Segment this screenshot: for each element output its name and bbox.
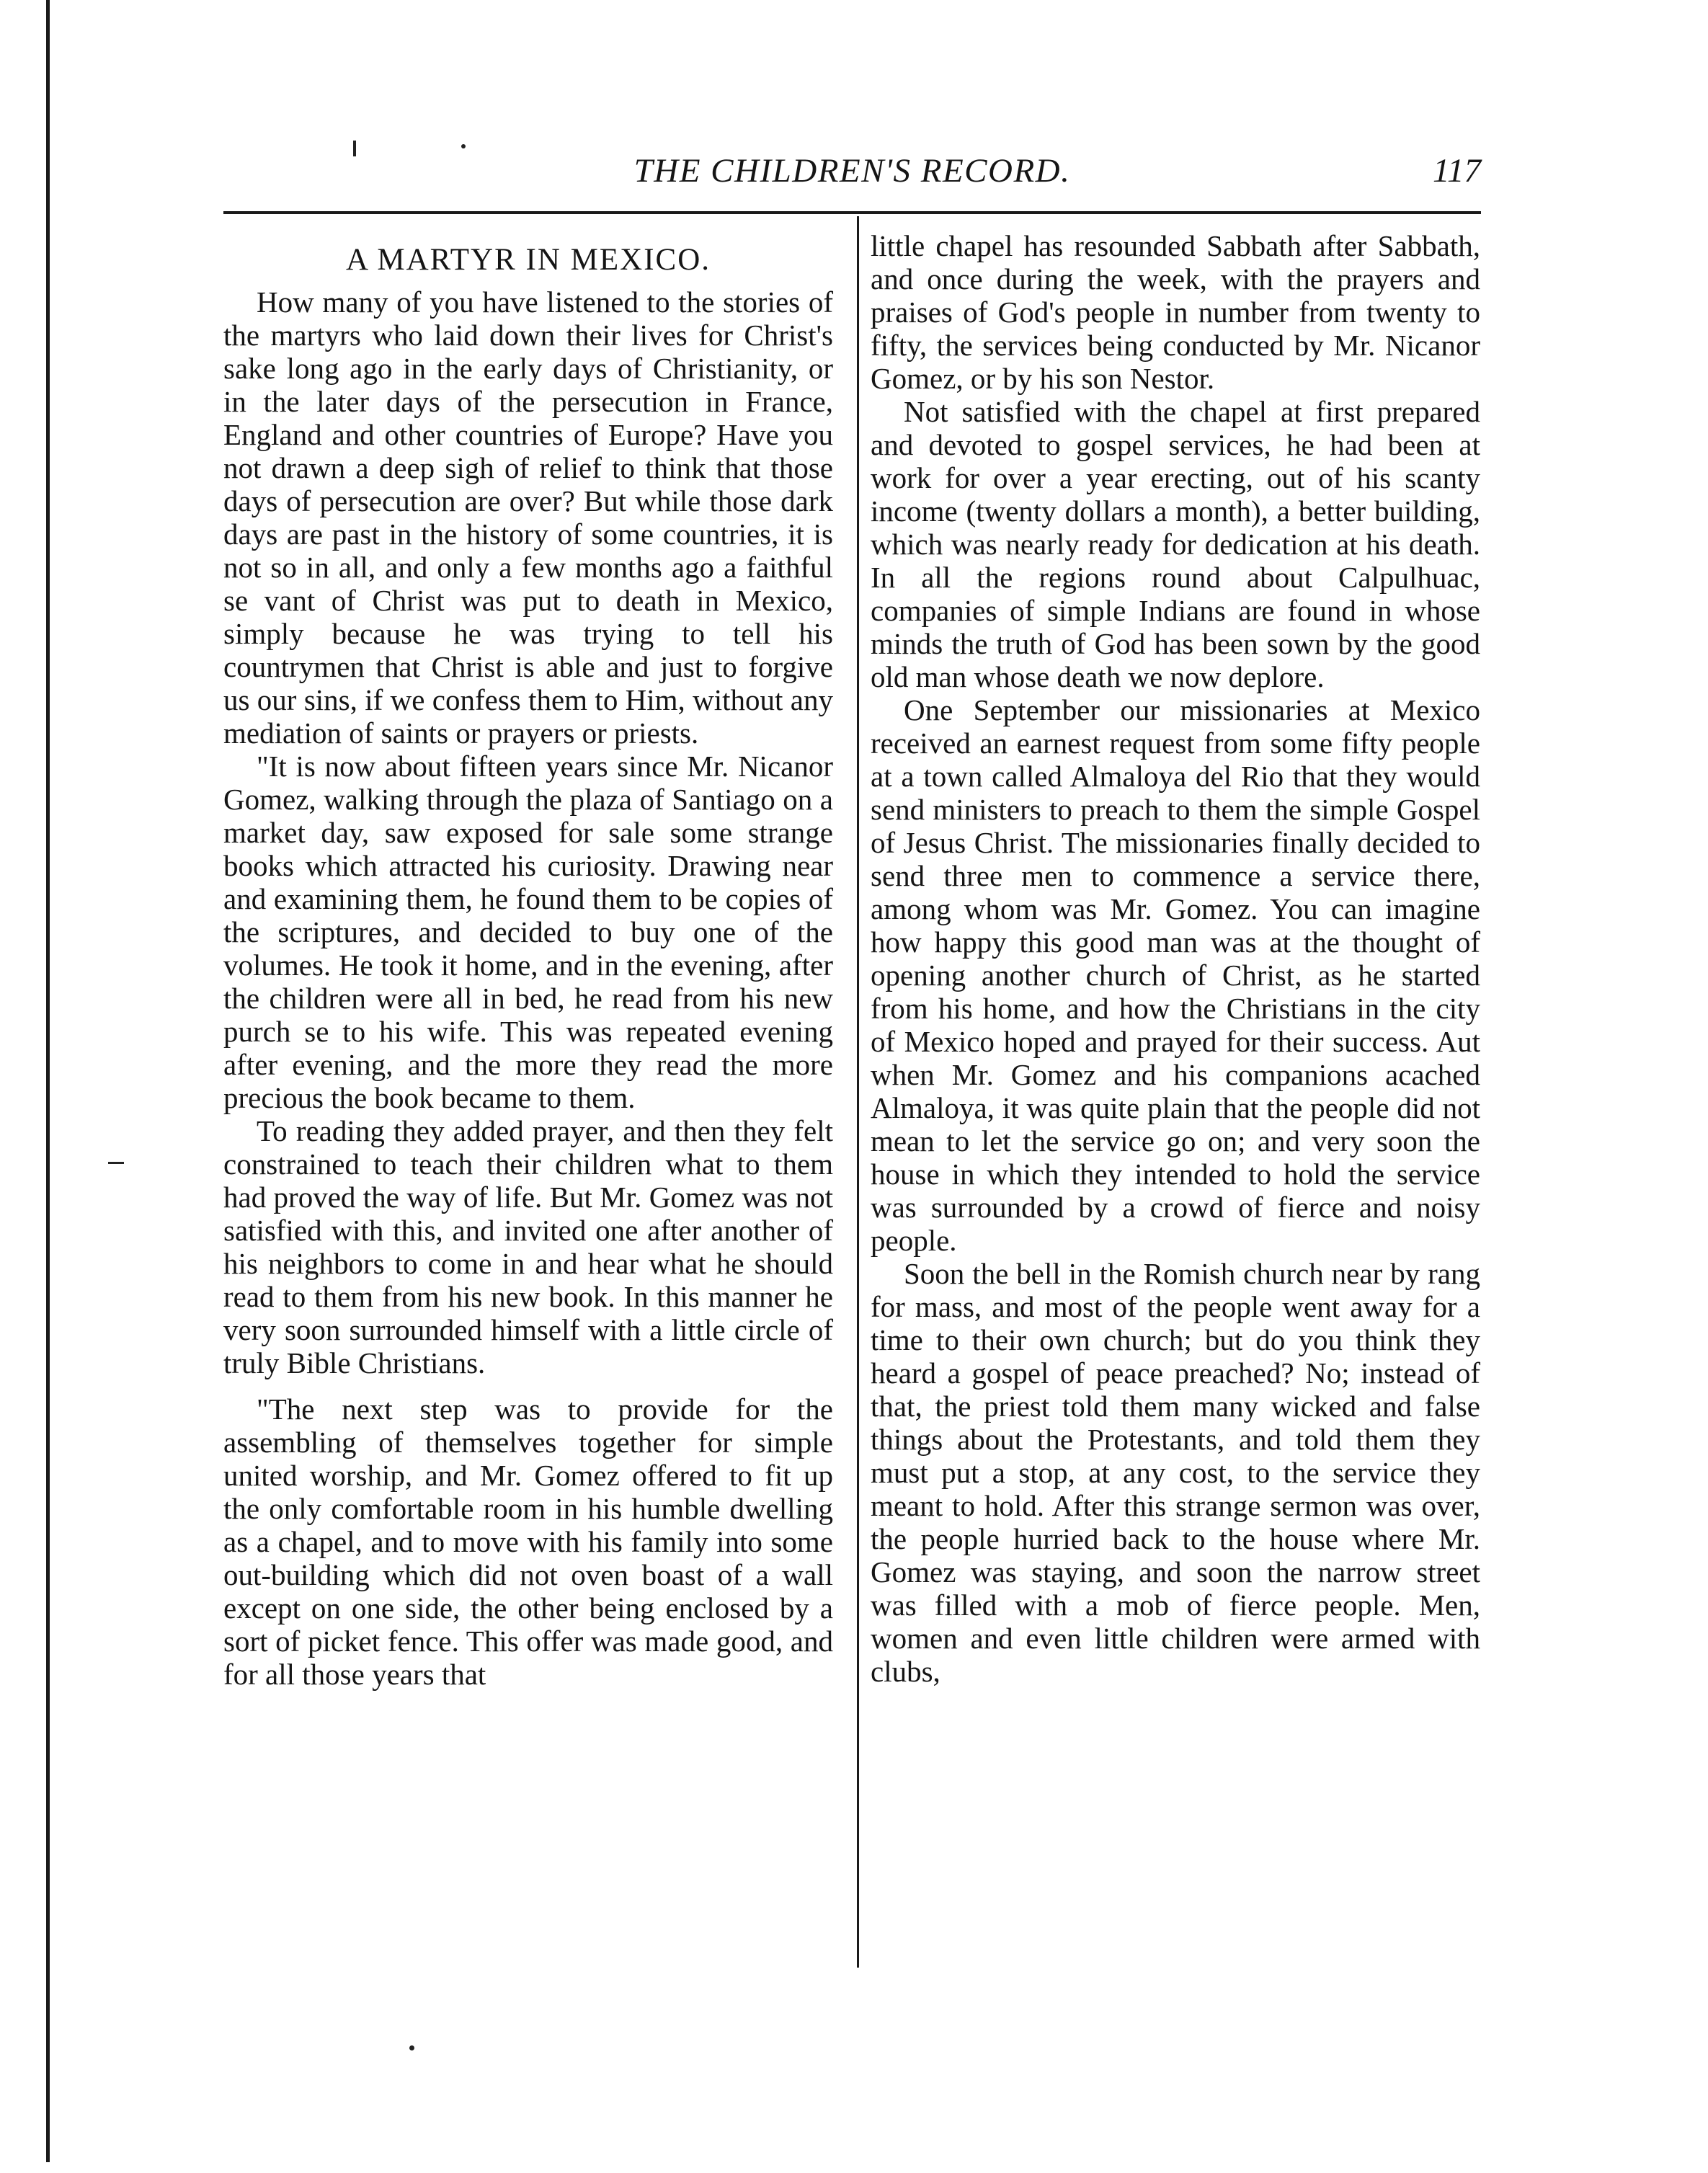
paragraph-continuation: little chapel has resounded Sabbath after Sabbath, and once during the week, with the prayers and praises of God's people in number from twenty to fifty, the services being conducted by Mr. Nicanor Gomez, or by his son Nestor. xyxy=(871,229,1480,395)
paragraph: Soon the bell in the Romish church near by rang for mass, and most of the people went away for a time to their own church; but do you think they heard a gospel of peace preached? No; instead of that, the priest told them many wicked and false things about the Protestants, and told them they must put a stop, at any cost, to the service they meant to hold. After this strange sermon was over, the people hurried back to the house where Mr. Gomez was staying, and soon the narrow street was filled with a mob of fierce people. Men, women and even little children were armed with clubs, xyxy=(871,1257,1480,1688)
page-number: 117 xyxy=(1432,152,1481,190)
paragraph: Not satisfied with the chapel at first prepared and devoted to gospel services, he had been at work for over a year erecting, out of his scanty income (twenty dollars a month), a better building, which was nearly ready for dedication at his death. In all the regions round about Calpulhuac, companies of simple Indians are found in whose minds the truth of God has been sown by the good old man whose death we now deplore. xyxy=(871,395,1480,693)
scan-speck xyxy=(461,144,466,148)
column-divider xyxy=(857,216,859,1968)
left-column xyxy=(223,229,833,1691)
paragraph: "The next step was to provide for the assembling of themselves together for simple united worship, and Mr. Gomez offered to fit up the only comfortable room in his humble dwelling as a chapel, and to move with his family into some out-building which did not oven boast of a wall except on one side, the other being enclosed by a sort of picket fence. This offer was made good, and for all those years that xyxy=(223,1392,833,1691)
paragraph: To reading they added prayer, and then they felt constrained to teach their children what to them had proved the way of life. But Mr. Gomez was not satisfied with this, and invited one after another of his neighbors to come in and hear what he should read to them from his new book. In this manner he very soon surrounded himself with a little circle of truly Bible Christians. xyxy=(223,1114,833,1379)
page-header xyxy=(223,151,1481,195)
right-column xyxy=(871,229,1480,1688)
article-title: A MARTYR IN MEXICO. xyxy=(345,243,711,277)
running-title: THE CHILDREN'S RECORD. xyxy=(633,152,1071,190)
scan-speck xyxy=(409,2045,414,2050)
scan-speck xyxy=(108,1162,124,1164)
paragraph: How many of you have listened to the stories of the martyrs who laid down their lives for Christ's sake long ago in the early days of Christianity, or in the later days of the persecution in France, England and other countries of Europe? Have you not drawn a deep sigh of relief to think that those days of persecution are over? But while those dark days are past in the history of some countries, it is not so in all, and only a few months ago a faithful se vant of Christ was put to death in Mexico, simply because he was trying to tell his countrymen that Christ is able and just to forgive us our sins, if we confess them to Him, without any mediation of saints or prayers or priests. xyxy=(223,285,833,750)
scan-edge-line xyxy=(46,0,50,2162)
paragraph: "It is now about fifteen years since Mr. Nicanor Gomez, walking through the plaza of Santiago on a market day, saw exposed for sale some strange books which attracted his curiosity. Drawing near and examining them, he found them to be copies of the scriptures, and decided to buy one of the volumes. He took it home, and in the evening, after the children were all in bed, he read from his new purch se to his wife. This was repeated evening after evening, and the more they read the more precious the book became to them. xyxy=(223,750,833,1114)
paragraph: One September our missionaries at Mexico received an earnest request from some fifty people at a town called Almaloya del Rio that they would send ministers to preach to them the simple Gospel of Jesus Christ. The missionaries finally decided to send three men to commence a service there, among whom was Mr. Gomez. You can imagine how happy this good man was at the thought of opening another church of Christ, as he started from his home, and how the Christians in the city of Mexico hoped and prayed for their success. Aut when Mr. Gomez and his companions acached Almaloya, it was quite plain that the people did not mean to let the service go on; and very soon the house in which they intended to hold the service was surrounded by a crowd of fierce and noisy people. xyxy=(871,693,1480,1257)
header-rule xyxy=(223,211,1481,214)
